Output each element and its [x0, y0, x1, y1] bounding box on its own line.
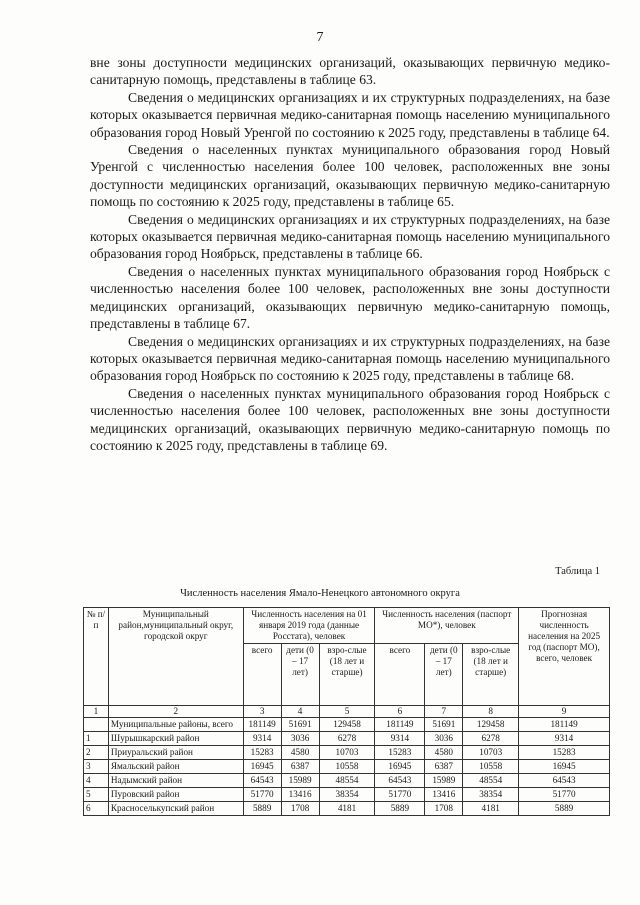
- row-number: 6: [84, 802, 109, 816]
- row-number: 3: [84, 760, 109, 774]
- subheader-children: дети (0 – 17 лет): [281, 644, 319, 706]
- row-value: 3036: [425, 732, 463, 746]
- row-value: 38354: [319, 788, 375, 802]
- row-value: 5889: [375, 802, 425, 816]
- body-text: [90, 54, 610, 454]
- row-district-name: Надымский район: [108, 774, 243, 788]
- row-number: 4: [84, 774, 109, 788]
- row-value: 3036: [281, 732, 319, 746]
- row-value: 51770: [375, 788, 425, 802]
- table-header-row: [84, 608, 610, 644]
- row-value: 5889: [243, 802, 281, 816]
- table-row: [84, 760, 610, 774]
- row-value: 38354: [463, 788, 519, 802]
- row-value: 48554: [463, 774, 519, 788]
- row-value: 16945: [375, 760, 425, 774]
- row-value: 15989: [281, 774, 319, 788]
- row-value: 10558: [319, 760, 375, 774]
- row-district-name: Муниципальные районы, всего: [108, 718, 243, 732]
- row-value: 15283: [519, 746, 610, 760]
- table-caption: Таблица 1: [555, 566, 600, 577]
- subheader-total: всего: [375, 644, 425, 706]
- row-district-name: Пуровский район: [108, 788, 243, 802]
- header-forecast: Прогнозная численность населения на 2025 год (паспорт МО), всего, человек: [519, 608, 610, 706]
- row-value: 181149: [243, 718, 281, 732]
- row-value: 64543: [375, 774, 425, 788]
- row-value: 10558: [463, 760, 519, 774]
- row-value: 6278: [463, 732, 519, 746]
- row-district-name: Ямальский район: [108, 760, 243, 774]
- row-value: 4580: [425, 746, 463, 760]
- row-value: 51691: [425, 718, 463, 732]
- row-value: 13416: [281, 788, 319, 802]
- row-value: 181149: [519, 718, 610, 732]
- table-row: [84, 788, 610, 802]
- row-number: 2: [84, 746, 109, 760]
- row-value: 16945: [519, 760, 610, 774]
- row-district-name: Красноселькупский район: [108, 802, 243, 816]
- row-value: 1708: [425, 802, 463, 816]
- row-value: 13416: [425, 788, 463, 802]
- row-value: 129458: [463, 718, 519, 732]
- row-value: 4580: [281, 746, 319, 760]
- paragraph: Сведения о медицинских организациях и их структурных подразделениях, на базе которых оказывается первичная медико-санитарная помощь населению муниципального образования город Новый Уренгой по состоянию к 2025 году, представлены в таблице 64.: [90, 89, 610, 140]
- row-value: 64543: [243, 774, 281, 788]
- paragraph: Сведения о населенных пунктах муниципального образования город Ноябрьск с численностью населения более 100 человек, расположенных вне зоны доступности медицинских организаций, оказывающих первичную медико-санитарную помощь по состоянию к 2025 году, представлены в таблице 69.: [90, 385, 610, 453]
- row-value: 51691: [281, 718, 319, 732]
- column-index: 7: [425, 706, 463, 718]
- table-row: [84, 802, 610, 816]
- row-district-name: Приуральский район: [108, 746, 243, 760]
- header-passport: Численность населения (паспорт МО*), человек: [375, 608, 519, 644]
- page-number: 7: [316, 30, 324, 45]
- table-row: [84, 746, 610, 760]
- table-row: [84, 774, 610, 788]
- subheader-total: всего: [243, 644, 281, 706]
- row-value: 64543: [519, 774, 610, 788]
- row-value: 48554: [319, 774, 375, 788]
- column-index: 3: [243, 706, 281, 718]
- row-value: 6278: [319, 732, 375, 746]
- row-value: 9314: [243, 732, 281, 746]
- header-district: Муниципальный район,муниципальный округ, городской округ: [108, 608, 243, 706]
- row-value: 5889: [519, 802, 610, 816]
- column-index: 5: [319, 706, 375, 718]
- row-value: 4181: [319, 802, 375, 816]
- row-value: 9314: [519, 732, 610, 746]
- table-row: [84, 718, 610, 732]
- column-index: 9: [519, 706, 610, 718]
- subheader-children: дети (0 – 17 лет): [425, 644, 463, 706]
- paragraph: Сведения о медицинских организациях и их структурных подразделениях, на базе которых оказывается первичная медико-санитарная помощь населению муниципального образования город Ноябрьск, представлены в таблице 66.: [90, 211, 610, 262]
- table-index-row: [84, 706, 610, 718]
- row-number: [84, 718, 109, 732]
- subheader-adults: взро-слые (18 лет и старше): [319, 644, 375, 706]
- subheader-adults: взро-слые (18 лет и старше): [463, 644, 519, 706]
- row-value: 10703: [463, 746, 519, 760]
- row-value: 51770: [243, 788, 281, 802]
- paragraph: Сведения о населенных пунктах муниципального образования город Ноябрьск с численностью населения более 100 человек, расположенных вне зоны доступности медицинских организаций, оказывающих первичную медико-санитарную помощь, представлены в таблице 67.: [90, 263, 610, 332]
- paragraph: Сведения о медицинских организациях и их структурных подразделениях, на базе которых оказывается первичная медико-санитарная помощь населению муниципального образования город Ноябрьск по состоянию к 2025 году, представлены в таблице 68.: [90, 333, 610, 384]
- column-index: 6: [375, 706, 425, 718]
- row-value: 4181: [463, 802, 519, 816]
- row-number: 5: [84, 788, 109, 802]
- row-value: 15989: [425, 774, 463, 788]
- header-num: № п/п: [84, 608, 109, 706]
- row-value: 9314: [375, 732, 425, 746]
- table-row: [84, 732, 610, 746]
- population-table: [83, 607, 610, 816]
- column-index: 4: [281, 706, 319, 718]
- column-index: 1: [84, 706, 109, 718]
- header-rosstat: Численность населения на 01 января 2019 года (данные Росстата), человек: [243, 608, 375, 644]
- row-value: 10703: [319, 746, 375, 760]
- row-value: 181149: [375, 718, 425, 732]
- column-index: 2: [108, 706, 243, 718]
- row-number: 1: [84, 732, 109, 746]
- row-value: 129458: [319, 718, 375, 732]
- paragraph: вне зоны доступности медицинских организаций, оказывающих первичную медико-санитарную помощь, представлены в таблице 63.: [90, 55, 610, 88]
- table-title: Численность населения Ямало-Ненецкого автономного округа: [180, 588, 460, 599]
- row-value: 15283: [243, 746, 281, 760]
- row-value: 15283: [375, 746, 425, 760]
- row-value: 51770: [519, 788, 610, 802]
- row-value: 6387: [281, 760, 319, 774]
- column-index: 8: [463, 706, 519, 718]
- row-value: 16945: [243, 760, 281, 774]
- paragraph: Сведения о населенных пунктах муниципального образования город Новый Уренгой с численностью населения более 100 человек, расположенных вне зоны доступности медицинских организаций, оказывающих первичную медико-санитарную помощь по состоянию к 2025 году, представлены в таблице 65.: [90, 142, 610, 210]
- row-district-name: Шурышкарский район: [108, 732, 243, 746]
- row-value: 6387: [425, 760, 463, 774]
- table-body: [84, 718, 610, 816]
- row-value: 1708: [281, 802, 319, 816]
